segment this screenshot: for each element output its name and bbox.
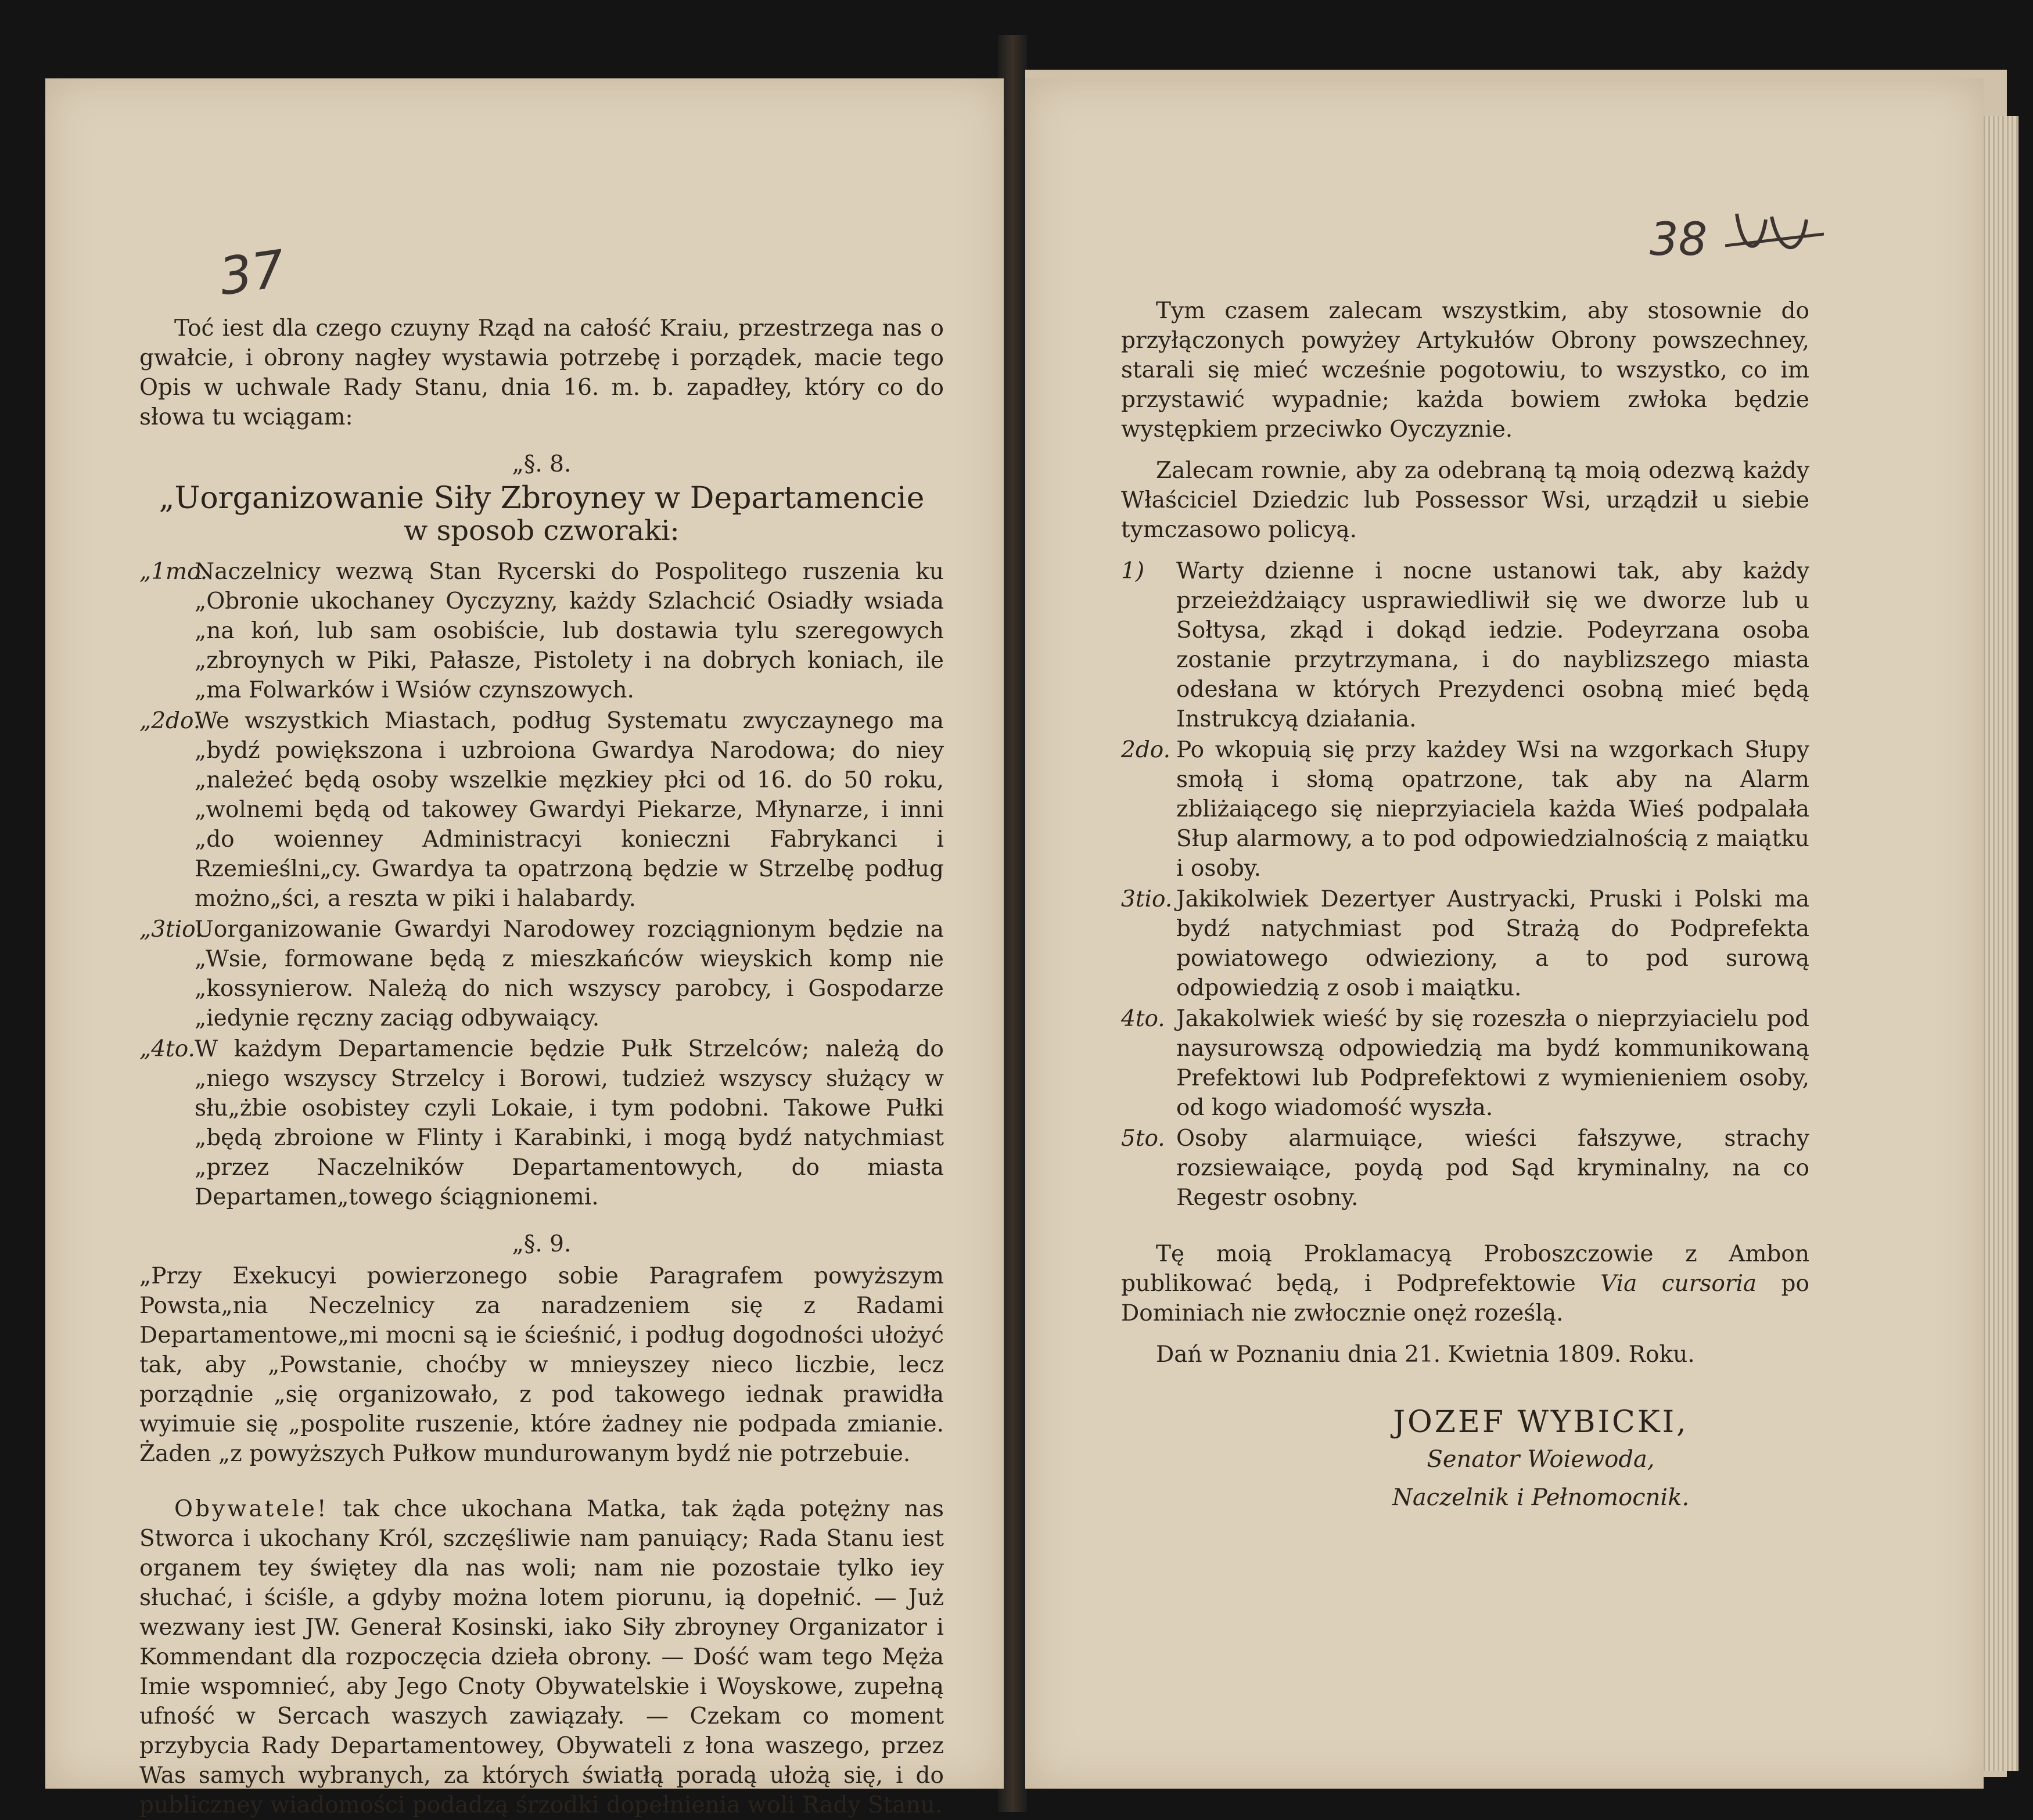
page-edges: [1984, 116, 2018, 1771]
list-item: [139, 706, 944, 913]
proclamation-text-b: po Dominiach nie zwłocznie onęż roześlą.: [1121, 1271, 1809, 1326]
signature-title-1: Senator Woiewoda,: [1427, 1446, 1655, 1473]
item-number: 2do.: [1121, 737, 1170, 763]
section-8-subheading: w sposob czworaki:: [404, 515, 680, 547]
item-number: 5to.: [1121, 1125, 1165, 1152]
list-item: [1121, 1124, 1809, 1213]
signature-title-2: Naczelnik i Pełnomocnik.: [1392, 1484, 1690, 1511]
item-number: „2do.: [139, 708, 201, 734]
list-item: [139, 1034, 944, 1212]
date-line: Dań w Poznaniu dnia 21. Kwietnia 1809. Roku.: [1156, 1341, 1695, 1368]
item-text: Jakakolwiek wieść by się rozeszła o nieprzyiacielu pod naysurowszą odpowiedzią ma bydź kommunikowaną Prefektowi lub Podprefektowi z wymienieniem osoby, od kogo wiadomość wyszła.: [1176, 1006, 1809, 1121]
item-number: 4to.: [1121, 1006, 1165, 1032]
item-text: Po wkopuią się przy każdey Wsi na wzgorkach Słupy smołą i słomą opatrzone, tak aby na Alarm zbliżaiącego się nieprzyiaciela każda Wieś podpalała Słup alarmowy, a to pod odpowiedzialnością z maiątku i osoby.: [1176, 737, 1809, 882]
folio-number-left: 37: [215, 238, 289, 307]
item-text: Jakikolwiek Dezertyer Austryacki, Pruski i Polski ma bydź natychmiast pod Strażą do Podprefekta powiatowego odwieziony, a to pod surową odpowiedzią z osob i maiątku.: [1176, 886, 1809, 1001]
folio-strikethrough-mark: [1725, 202, 1824, 266]
paragraph-2: Zalecam rownie, aby za odebraną tą moią odezwą każdy Właściciel Dziedzic lub Possessor Wsi, urządził u siebie tymczasowo policyą.: [1121, 458, 1809, 543]
item-text: Naczelnicy wezwą Stan Rycerski do Pospolitego ruszenia ku „Obronie ukochaney Oyczyzny, każdy Szlachcić Osiadły wsiada „na koń, lub sam osobiście, lub dostawia tylu szeregowych „zbroynych w Piki, Pałasze, Pistolety i na dobrych koniach, ile „ma Folwarków i Wsiów czynszowych.: [195, 559, 944, 703]
section-9-label: „§. 9.: [512, 1231, 572, 1257]
list-item: [139, 915, 944, 1033]
closing-text: tak chce ukochana Matka, tak żąda potężny nas Stworca i ukochany Król, szczęśliwie nam panuiący; Rada Stanu iest organem tey świętey dla nas woli; nam nie pozostaie tylko iey słuchać, i ściśle, a gdyby można lotem piorunu, ią dopełnić. — Już wezwany iest JW. Generał Kosinski, iako Siły zbroyney Organizator i Kommendant dla rozpoczęcia dzieła obrony. — Dość wam tego Męża Imie wspomnieć, aby Jego Cnoty Obywatelskie i Woyskowe, zupełną ufność w Sercach waszych zawiązały. — Czekam co moment przybycia Rady Departamentowey, Obywateli z łona waszego, przez Was samych wybranych, za których światłą poradą ułożą się, i do publiczney wiadomości podadzą śrzodki dopełnienia woli Rady Stanu.: [139, 1496, 944, 1818]
list-item: [1121, 735, 1809, 883]
closing-salutation: Obywatele!: [174, 1496, 329, 1522]
item-text: W każdym Departamencie będzie Pułk Strzelców; należą do „niego wszyscy Strzelcy i Borowi, tudzież wszyscy służący w słu„żbie osobistey czyli Lokaie, i tym podobni. Takowe Pułki „będą zbroione w Flinty i Karabinki, i mogą bydź natychmiast „przez Naczelników Departamentowych, do miasta Departamen„towego ściągnionemi.: [195, 1036, 944, 1210]
closing-paragraph: [139, 1494, 944, 1820]
item-text: Uorganizowanie Gwardyi Narodowey rozciągnionym będzie na „Wsie, formowane będą z mieszkańców wieyskich komp nie „kossynierow. Należą do nich wszyscy parobcy, i Gospodarze „iedynie ręczny zaciąg odbywaiący.: [195, 916, 944, 1031]
proclamation-italic: Via cursoria: [1600, 1271, 1757, 1297]
section-8-heading: „Uorganizowanie Siły Zbroyney w Departamencie: [159, 481, 925, 516]
paragraph-1: Tym czasem zalecam wszystkim, aby stosownie do przyłączonych powyżey Artykułów Obrony powszechney, starali się mieć wcześnie pogotowiu, to wszystko, co im przystawić wypadnie; każda bowiem zwłoka będzie występkiem przeciwko Oyczyznie.: [1121, 298, 1809, 443]
item-number: „1mo.: [139, 559, 208, 585]
item-number: 3tio.: [1121, 886, 1173, 912]
item-number: 1): [1121, 558, 1145, 584]
left-page-text: [139, 314, 944, 1820]
list-item: [1121, 884, 1809, 1003]
signature-name: JOZEF WYBICKI,: [1393, 1405, 1689, 1440]
folio-number-right: 38: [1650, 214, 1708, 266]
intro-paragraph: Toć iest dla czego czuyny Rząd na całość Kraiu, przestrzega nas o gwałcie, i obrony nagłey wystawia potrzebę i porządek, macie tego Opis w uchwale Rady Stanu, dnia 16. m. b. zapadłey, który co do słowa tu wciągam:: [139, 315, 944, 430]
list-item: [1121, 556, 1809, 734]
list-item: [139, 557, 944, 705]
right-page-text: [1121, 296, 1809, 1517]
section-9-text: „Przy Exekucyi powierzonego sobie Paragrafem powyższym Powsta„nia Neczelnicy za naradzeniem się z Radami Departamentowe„mi mocni są ie ścieśnić, i podług dogodności ułożyć tak, aby „Powstanie, choćby w mnieyszey nieco liczbie, lecz porządnie „się organizowało, z pod takowego iednak prawidła wyimuie się „pospolite ruszenie, które żadney nie podpada zmianie. Żaden „z powyższych Pułkow mundurowanym bydź nie potrzebuie.: [139, 1263, 944, 1467]
item-number: „4to.: [139, 1036, 195, 1062]
item-text: Osoby alarmuiące, wieści fałszywe, strachy rozsiewaiące, poydą pod Sąd kryminalny, na co Regestr osobny.: [1176, 1125, 1809, 1211]
section-8-label: „§. 8.: [512, 451, 572, 477]
item-text: We wszystkich Miastach, podług Systematu zwyczaynego ma „bydź powiększona i uzbroiona Gwardya Narodowa; do niey „należeć będą osoby wszelkie męzkiey płci od 16. do 50 roku, „wolnemi będą od takowey Gwardyi Piekarze, Młynarze, i inni „do woienney Administracyi konieczni Fabrykanci i Rzemieślni„cy. Gwardya ta opatrzoną będzie w Strzelbę podług możno„ści, a reszta w piki i halabardy.: [195, 708, 944, 912]
item-text: Warty dzienne i nocne ustanowi tak, aby każdy przeieżdżaiący usprawiedliwił się we dworze lub u Sołtysa, zkąd i dokąd iedzie. Podeyrzana osoba zostanie przytrzymana, i do nayblizszego miasta odesłana w których Prezydenci osobną mieć będą Instrukcyą działania.: [1176, 558, 1809, 732]
proclamation-paragraph: [1121, 1239, 1809, 1328]
item-number: „3tio.: [139, 916, 203, 943]
proclamation-text-a: Tę moią Proklamacyą Proboszczowie z Ambon publikować będą, i Podprefektowie: [1121, 1241, 1809, 1297]
list-item: [1121, 1004, 1809, 1123]
